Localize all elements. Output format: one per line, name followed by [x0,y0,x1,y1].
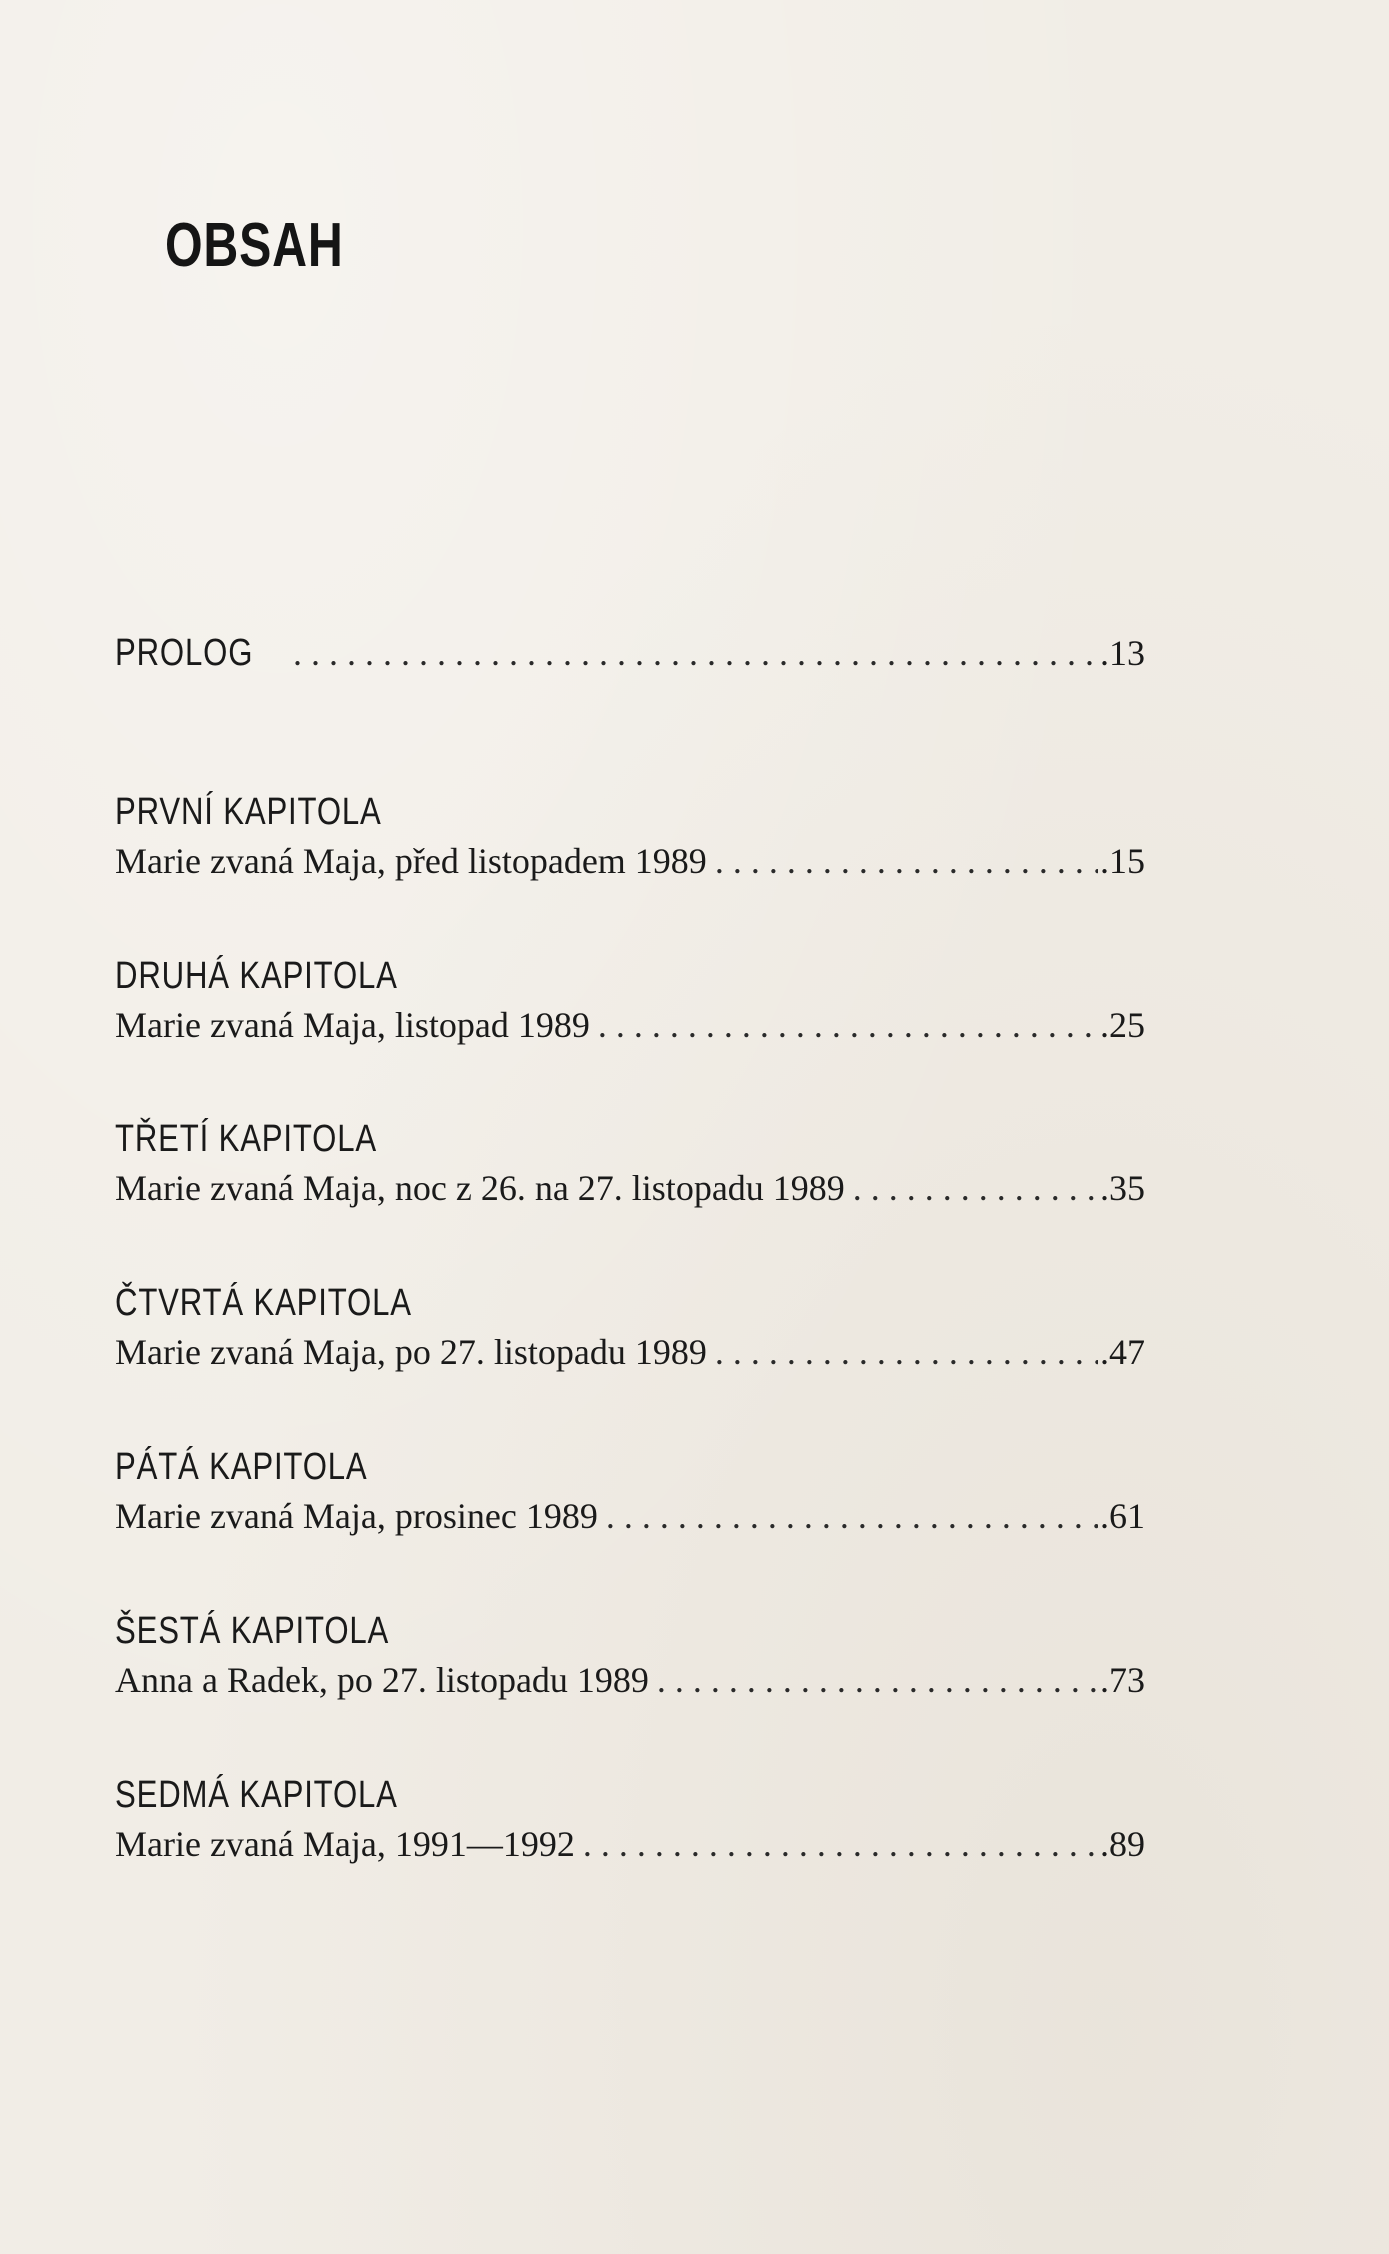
page-number: .25 [1100,1005,1145,1045]
toc-entry-chapter [115,952,1145,1050]
chapter-subtitle: Marie zvaná Maja, noc z 26. na 27. listopadu 1989 [115,1168,845,1208]
leader-dots [293,628,1098,678]
page-title: OBSAH [165,211,344,280]
chapter-subtitle: Marie zvaná Maja, před listopadem 1989 [115,841,707,881]
toc-line [115,1655,1145,1705]
chapter-subtitle: Marie zvaná Maja, po 27. listopadu 1989 [115,1332,707,1372]
toc-entry-chapter [115,1771,1145,1869]
page-number: .61 [1100,1496,1145,1536]
leader-dots [606,1491,1098,1541]
leader-dots [657,1655,1098,1705]
chapter-subtitle: Marie zvaná Maja, listopad 1989 [115,1005,590,1045]
chapter-subtitle: Marie zvaná Maja, prosinec 1989 [115,1496,598,1536]
toc-entry-chapter [115,788,1145,886]
chapter-heading: ŠESTÁ KAPITOLA [115,1610,390,1652]
toc-line [115,1327,1145,1377]
toc-entry-chapter [115,1279,1145,1377]
leader-dots [715,836,1098,886]
toc-line [115,1000,1145,1050]
chapter-subtitle: Marie zvaná Maja, 1991—1992 [115,1824,575,1864]
toc-line [115,1163,1145,1213]
page-number: .35 [1100,1168,1145,1208]
leader-dots [598,1000,1098,1050]
toc-entry-label: PROLOG [115,632,254,674]
chapter-heading: SEDMÁ KAPITOLA [115,1774,398,1816]
page-number: .47 [1100,1332,1145,1372]
chapter-heading: TŘETÍ KAPITOLA [115,1118,377,1160]
toc-entry-chapter [115,1115,1145,1213]
toc-line [115,1491,1145,1541]
page-number: .89 [1100,1824,1145,1864]
toc-line [115,1819,1145,1869]
chapter-heading: DRUHÁ KAPITOLA [115,955,398,997]
toc-line [115,628,1145,678]
toc-entry-prolog [115,628,1145,678]
page-number: .73 [1100,1660,1145,1700]
toc-line [115,836,1145,886]
chapter-heading: ČTVRTÁ KAPITOLA [115,1282,412,1324]
leader-dots [853,1163,1098,1213]
page-number: .15 [1100,841,1145,881]
toc-entry-chapter [115,1607,1145,1705]
page-number: .13 [1100,633,1145,673]
chapter-heading: PÁTÁ KAPITOLA [115,1446,368,1488]
leader-dots [583,1819,1098,1869]
chapter-subtitle: Anna a Radek, po 27. listopadu 1989 [115,1660,649,1700]
chapter-heading: PRVNÍ KAPITOLA [115,791,382,833]
leader-dots [715,1327,1098,1377]
toc-entry-chapter [115,1443,1145,1541]
